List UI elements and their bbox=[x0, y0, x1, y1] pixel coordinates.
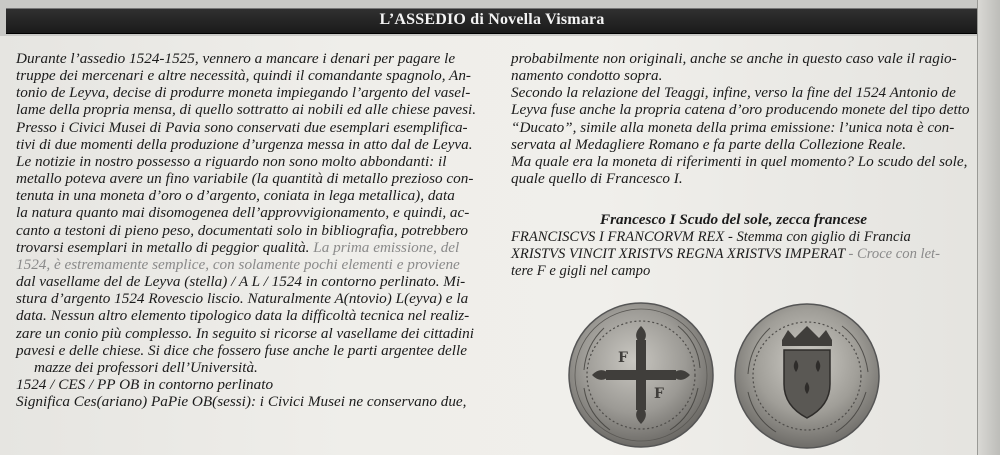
text-line: truppe dei mercenari e altre necessità, quindi il comandante spagnolo, An- bbox=[16, 67, 471, 85]
text-line: Leyva fuse anche la propria catena d’oro producendo monete del tipo detto bbox=[511, 101, 970, 119]
text-line: stura d’argento 1524 Rovescio liscio. Naturalmente A(ntovio) L(eyva) e la bbox=[16, 290, 469, 308]
text-line: Significa Ces(ariano) PaPie OB(sessi): i Civici Musei ne conservano due, bbox=[16, 393, 467, 411]
text-line: probabilmente non originali, anche se anche in questo caso vale il ragio- bbox=[511, 50, 957, 67]
title-author: di Novella Vismara bbox=[470, 11, 605, 28]
coin-desc-line bbox=[511, 246, 961, 263]
text-line: quale quello di Francesco I. bbox=[511, 170, 683, 188]
text-line: zare un conio più complesso. In seguito si ricorse al vasellame dei cittadini bbox=[16, 324, 474, 342]
coin-legend: XRISTVS VINCIT XRISTVS REGNA XRISTVS IMPERAT bbox=[511, 246, 845, 262]
text-line: canto a testoni di pieno peso, documentati solo in bibliografia, potrebbero bbox=[16, 221, 468, 239]
text-line: data. Nessun altro elemento tipologico data la difficoltà tecnica nel realiz- bbox=[16, 307, 470, 325]
header-bar bbox=[0, 0, 1000, 36]
text-line: dal vasellame del de Leyva (stella) / A L / 1524 in contorno perlinato. Mi- bbox=[16, 273, 466, 291]
page-edge bbox=[977, 0, 1000, 455]
text-line: tenuta in una moneta d’oro o d’argento, coniata in lega metallica), data bbox=[16, 187, 455, 205]
coin-photos bbox=[566, 300, 886, 450]
coin-desc-line: tere F e gigli nel campo bbox=[511, 263, 651, 279]
coin-desc-text: - Croce con let- bbox=[844, 246, 940, 262]
text-line: tonio de Leyva, decise di produrre moneta impiegando l’argento del vasel- bbox=[16, 84, 471, 102]
text-line: tivi di due momenti della produzione d’urgenza messa in atto dal de Leyva. bbox=[16, 135, 473, 153]
coin-obverse-image bbox=[732, 302, 882, 450]
text-line: mazze dei professori dell’Università. bbox=[34, 358, 258, 376]
text-line: 1524 / CES / PP OB in contorno perlinato bbox=[16, 375, 274, 393]
title-band bbox=[6, 8, 978, 34]
text-line: la natura quanto mai disomogenea dell’approvvigionamento, e quindi, ac- bbox=[16, 204, 470, 222]
text-line: pavesi e delle chiese. Si dice che fossero fuse anche le parti argentee delle bbox=[16, 341, 467, 359]
text-line: lame della propria mensa, di quello sottratto ai nobili ed alle chiese pavesi. bbox=[16, 101, 477, 119]
svg-text:F: F bbox=[654, 386, 664, 402]
coin-description bbox=[511, 229, 961, 280]
text-line: namento condotto sopra. bbox=[511, 67, 663, 85]
title-main: L’ASSEDIO bbox=[379, 11, 467, 28]
text-line: “Ducato”, simile alla moneta della prima emissione: l’unica nota è con- bbox=[511, 118, 955, 136]
text-line: Ma quale era la moneta di riferimenti in quel momento? Lo scudo del sole, bbox=[511, 152, 968, 170]
text-line: servata al Medagliere Romano e fa parte della Collezione Reale. bbox=[511, 135, 907, 153]
text-line: Presso i Civici Musei di Pavia sono conservati due esemplari esemplifica- bbox=[16, 118, 468, 136]
coin-caption-title: Francesco I Scudo del sole, zecca francese bbox=[599, 211, 867, 228]
text-line-mixed bbox=[16, 239, 490, 256]
text-line: Le notizie in nostro possesso a riguardo non sono molto abbondanti: il bbox=[16, 152, 447, 170]
left-column bbox=[16, 50, 490, 410]
article-title bbox=[6, 11, 978, 29]
faded-text-line: 1524, è estremamente semplice, con solamente pochi elementi e proviene bbox=[16, 255, 460, 273]
coin-desc-line bbox=[511, 229, 961, 246]
right-column bbox=[511, 50, 970, 188]
svg-text:F: F bbox=[618, 350, 628, 366]
coin-desc-text: - Stemma con giglio di Francia bbox=[724, 229, 911, 245]
text-line: Secondo la relazione del Teaggi, infine, verso la fine del 1524 Antonio de bbox=[511, 84, 956, 102]
coin-reverse-image bbox=[566, 300, 716, 450]
text-line: metallo poteva avere un fino variabile (la quantità di metallo prezioso con- bbox=[16, 170, 474, 188]
text-line: Durante l’assedio 1524-1525, vennero a mancare i denari per pagare le bbox=[16, 50, 456, 67]
faded-text-segment: La prima emissione, del bbox=[313, 238, 460, 256]
coin-legend: FRANCISCVS I FRANCORVM REX bbox=[511, 229, 725, 245]
text-segment: trovarsi esemplari in metallo di peggior qualità. bbox=[16, 238, 314, 256]
